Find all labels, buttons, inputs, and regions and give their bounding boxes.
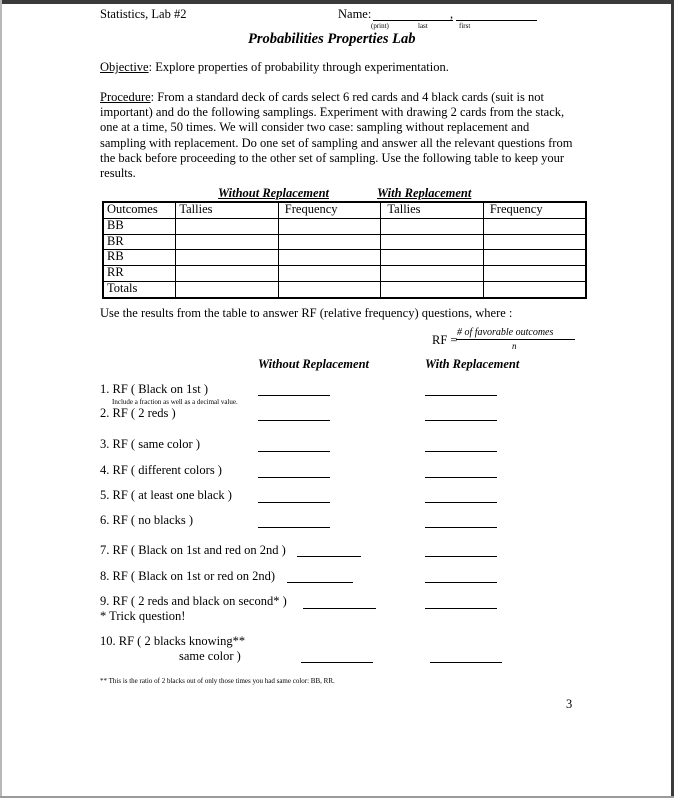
viewer-left-border [0,0,2,798]
frequency-cell[interactable] [483,234,586,250]
tally-cell[interactable] [381,234,483,250]
frequency-cell[interactable] [483,282,586,298]
rf-fraction-bar [456,339,575,340]
objective-label: Objective [100,60,149,74]
rf-formula-label: RF = [432,333,458,347]
question-8: 8. RF ( Black on 1st or red on 2nd) [100,569,275,583]
last-caption: last [418,22,428,30]
results-table [102,201,587,299]
frequency-cell[interactable] [278,234,381,250]
question-9: 9. RF ( 2 reds and black on second* ) [100,594,287,608]
tally-cell[interactable] [381,218,483,234]
column-with: With Replacement [425,357,520,371]
first-name-blank[interactable] [456,20,537,21]
procedure [100,90,578,181]
table-row [103,218,586,234]
answer-blank-without[interactable] [258,451,330,452]
answer-blank-with[interactable] [425,527,497,528]
procedure-label: Procedure [100,90,151,104]
tally-cell[interactable] [176,266,278,282]
question-10: 10. RF ( 2 blacks knowing** [100,634,246,648]
answer-blank-without[interactable] [301,662,373,663]
outcome-cell: RB [103,250,176,266]
page-number: 3 [566,697,573,711]
rf-numerator: # of favorable outcomes [457,327,554,338]
outcome-cell: BB [103,218,176,234]
answer-blank-with[interactable] [425,451,497,452]
frequency-cell[interactable] [483,266,586,282]
answer-blank-without[interactable] [297,556,361,557]
frequency-cell[interactable] [278,282,381,298]
frequency-cell[interactable] [483,218,586,234]
table-header-cell: Tallies [176,202,278,218]
outcome-cell: Totals [103,282,176,298]
table-header-row [103,202,586,218]
answer-blank-with[interactable] [425,395,497,396]
question-9-note: * Trick question! [100,609,186,623]
page-title: Probabilities Properties Lab [248,31,416,47]
objective [100,60,449,75]
tally-cell[interactable] [381,250,483,266]
answer-blank-with[interactable] [430,662,502,663]
outcome-cell: BR [103,234,176,250]
table-header-cell: Tallies [381,202,483,218]
answer-blank-without[interactable] [258,477,330,478]
rf-intro: Use the results from the table to answer RF (relative frequency) questions, where : [100,306,513,320]
table-header-cell: Frequency [483,202,586,218]
question-4: 4. RF ( different colors ) [100,463,222,477]
tally-cell[interactable] [381,282,483,298]
name-label: Name: [338,7,372,21]
question-10-cont: same color ) [179,649,241,663]
frequency-cell[interactable] [278,250,381,266]
last-name-blank[interactable] [373,20,453,21]
question-5: 5. RF ( at least one black ) [100,488,232,502]
question-1: 1. RF ( Black on 1st ) [100,382,208,396]
frequency-cell[interactable] [278,218,381,234]
answer-blank-without[interactable] [303,608,376,609]
table-header-cell: Outcomes [103,202,176,218]
answer-blank-with[interactable] [425,502,497,503]
footnote: ** This is the ratio of 2 blacks out of only those times you had same color: BB, RR. [100,677,335,685]
answer-blank-with[interactable] [425,556,497,557]
question-6: 6. RF ( no blacks ) [100,513,194,527]
table-row [103,266,586,282]
viewer-top-border [0,0,674,4]
question-2: 2. RF ( 2 reds ) [100,406,176,420]
table-row [103,234,586,250]
objective-text: : Explore properties of probability through experimentation. [148,60,449,74]
tally-cell[interactable] [176,250,278,266]
answer-blank-without[interactable] [258,527,330,528]
table-group-with: With Replacement [377,186,472,200]
answer-blank-without[interactable] [258,420,330,421]
first-caption: first [459,22,471,30]
column-without: Without Replacement [258,357,369,371]
answer-blank-without[interactable] [258,395,330,396]
answer-blank-without[interactable] [258,502,330,503]
procedure-text: : From a standard deck of cards select 6 red cards and 4 black cards (suit is not important) and do the following samplings. Experiment with drawing 2 cards from the stack, one at a time, 50 times. We will consider two case: sampling without replacement and sampling with replacement. Do one set of sampling and answer all the relevant questions from the back before proceeding to the other set of sampling. Use the following table to keep your results. [100,90,573,181]
tally-cell[interactable] [176,234,278,250]
tally-cell[interactable] [381,266,483,282]
answer-blank-with[interactable] [425,420,497,421]
frequency-cell[interactable] [278,266,381,282]
question-3: 3. RF ( same color ) [100,437,200,451]
rf-denominator: n [512,341,517,351]
answer-blank-with[interactable] [425,608,497,609]
table-row [103,250,586,266]
answer-blank-without[interactable] [287,582,353,583]
outcome-cell: RR [103,266,176,282]
table-row [103,282,586,298]
answer-blank-with[interactable] [425,477,497,478]
name-comma: , [450,7,454,21]
table-header-cell: Frequency [278,202,381,218]
frequency-cell[interactable] [483,250,586,266]
question-1-note: Include a fraction as well as a decimal value. [112,398,238,406]
question-7: 7. RF ( Black on 1st and red on 2nd ) [100,543,286,557]
tally-cell[interactable] [176,218,278,234]
table-group-without: Without Replacement [218,186,329,200]
course-label: Statistics, Lab #2 [100,7,187,21]
tally-cell[interactable] [176,282,278,298]
print-caption: (print) [371,22,389,30]
answer-blank-with[interactable] [425,582,497,583]
